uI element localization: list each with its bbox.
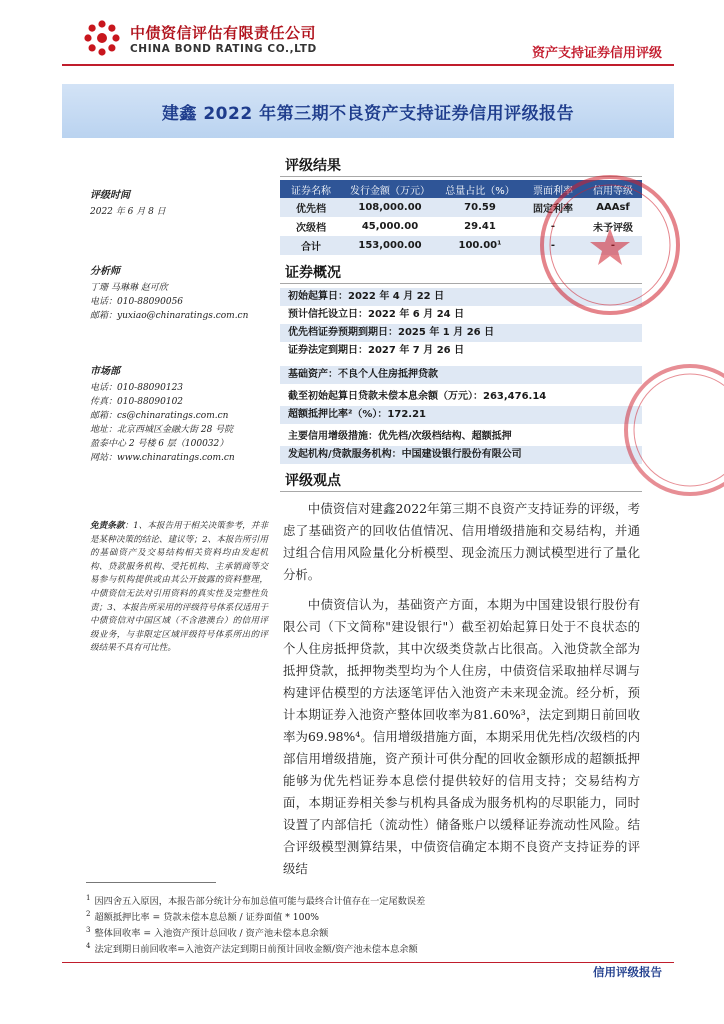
rating-time-value: 2022 年 6 月 8 日: [90, 207, 166, 217]
header-divider: [62, 64, 674, 66]
footnote: [86, 893, 425, 907]
footnote-number: 4: [86, 941, 91, 950]
analyst-email: 邮箱：yuxiao@chinaratings.com.cn: [90, 311, 249, 321]
brand-name-cn: 中债资信评估有限责任公司: [130, 24, 317, 42]
footer-label: 信用评级报告: [593, 965, 662, 979]
market-dept-label: 市场部: [90, 366, 120, 377]
brand-name-en: CHINA BOND RATING CO.,LTD: [130, 43, 317, 55]
footnote-divider: [86, 882, 216, 883]
overview-item: 基础资产：不良个人住房抵押贷款: [280, 366, 642, 384]
table-cell: 未予评级: [584, 217, 642, 236]
analysts-names: 丁珊 马琳琳 赵可欣: [90, 283, 168, 293]
col-header: 发行金额（万元）: [342, 180, 438, 198]
rating-time-block: [90, 186, 265, 219]
company-seal-icon: [535, 170, 685, 320]
footnote-number: 1: [86, 893, 91, 902]
analyst-block: [90, 262, 265, 323]
footnote-number: 3: [86, 925, 91, 934]
table-cell: 100.00¹: [438, 236, 522, 255]
market-address-2: 盈泰中心 2 号楼 6 层（100032）: [90, 439, 229, 449]
footer-divider: [62, 962, 674, 963]
table-cell: 固定利率: [522, 198, 584, 217]
rating-time-label: 评级时间: [90, 190, 130, 201]
opinion-paragraph: 中债资信对建鑫2022年第三期不良资产支持证券的评级，考虑了基础资产的回收估值情况、信用增级措施和交易结构，并通过组合信用风险量化分析模型、现金流压力测试模型进行了量化分析。: [283, 501, 640, 582]
col-header: 总量占比（%）: [438, 180, 522, 198]
table-cell: 合计: [280, 236, 342, 255]
table-cell: 次级档: [280, 217, 342, 236]
overview-item: 预计信托设立日：2022 年 6 月 24 日: [280, 306, 642, 324]
footnote-text: 整体回收率 = 入池资产预计总回收 / 资产池未偿本息余额: [94, 928, 329, 939]
overview-item: 证券法定到期日：2027 年 7 月 26 日: [280, 342, 642, 360]
footnote-number: 2: [86, 909, 91, 918]
title-banner: [62, 84, 674, 138]
table-cell: 优先档: [280, 198, 342, 217]
market-dept-block: [90, 362, 265, 465]
table-cell: 29.41: [438, 217, 522, 236]
disclaimer-text: 1、本报告用于相关决策参考，并非是某种决策的结论、建议等；2、本报告所引用的基础资产及交易结构相关资料均由发起机构、贷款服务机构、受托机构、主承销商等交易参与机构提供或由其公开披露的资料整理，中债资信无法对引用资料的真实性及完整性负责；3、本报告所采用的评级符号体系仅适用于中债资信对中国区域（不含港澳台）的信用评级业务，与非限定区域评级符号体系所出的评级结果不具有可比性。: [90, 521, 268, 654]
opinion-body: [283, 498, 640, 880]
table-cell: 108,000.00: [342, 198, 438, 217]
overview-title: 证券概况: [285, 265, 341, 281]
table-cell: 45,000.00: [342, 217, 438, 236]
market-phone: 电话：010-88090123: [90, 383, 184, 393]
market-email: 邮箱：cs@chinaratings.com.cn: [90, 411, 229, 421]
company-logo-icon: [82, 18, 122, 58]
overview-item: 发起机构/贷款服务机构：中国建设银行股份有限公司: [280, 446, 642, 464]
overview-item: 优先档证券预期到期日：2025 年 1 月 26 日: [280, 324, 642, 342]
col-header: 证券名称: [280, 180, 342, 198]
report-title: 建鑫 2022 年第三期不良资产支持证券信用评级报告: [161, 104, 575, 124]
overview-item: 截至初始起算日贷款未偿本息余额（万元）：263,476.14: [280, 388, 642, 406]
overview-item: 主要信用增级措施：优先档/次级档结构、超额抵押: [280, 428, 642, 446]
opinion-title: 评级观点: [285, 473, 341, 489]
footnote: [86, 941, 418, 955]
col-header: 信用等级: [584, 180, 642, 198]
footnote-text: 因四舍五入原因，本报告部分统计分布加总值可能与最终合计值存在一定尾数误差: [94, 896, 426, 907]
table-cell: 153,000.00: [342, 236, 438, 255]
table-cell: -: [522, 217, 584, 236]
table-cell: 70.59: [438, 198, 522, 217]
market-website: 网站：www.chinaratings.com.cn: [90, 453, 235, 463]
table-cell: -: [522, 236, 584, 255]
table-cell: AAAsf: [584, 198, 642, 217]
analyst-phone: 电话：010-88090056: [90, 297, 184, 307]
col-header: 票面利率: [522, 180, 584, 198]
disclaimer: 免责条款：1、本报告用于相关决策参考，并非是某种决策的结论、建议等；2、本报告所引用的基础资产及交易结构相关资料均由发起机构、贷款服务机构、受托机构、主承销商等交易参与机构提供或由其公开披露的资料整理，中债资信无法对引用资料的真实性及完整性负责；3、本报告所采用的评级符号体系仅适用于中债资信对中国区域（不含港澳台）的信用评级业务，与非限定区域评级符号体系所出的评级结果不具有可比性。: [90, 521, 268, 654]
analysts-label: 分析师: [90, 266, 120, 277]
rating-results-title: 评级结果: [285, 158, 341, 174]
footnote-text: 超额抵押比率 = 贷款未偿本息总额 / 证券面值 * 100%: [94, 912, 320, 923]
footnote: [86, 909, 319, 923]
disclaimer-label: 免责条款: [90, 521, 125, 531]
section-divider: [280, 491, 642, 492]
footnote-text: 法定到期日前回收率=入池资产法定到期日前预计回收金额/资产池未偿本息余额: [94, 944, 418, 955]
company-seal-icon: [620, 360, 724, 500]
market-fax: 传真：010-88090102: [90, 397, 184, 407]
opinion-paragraph: 中债资信认为，基础资产方面，本期为中国建设银行股份有限公司（下文简称"建设银行"）截至初始起算日处于不良状态的个人住房抵押贷款，其中次级类贷款占比很高。入池贷款全部为抵押贷款，抵押物类型均为个人住房，中债资信采取抽样尽调与构建评估模型的方法逐笔评估入池资产未来现金流。经分析，预计本期证券入池资产整体回收率为81.60%³，法定到期日前回收率为69.98%⁴。信用增级措施方面，本期采用优先档/次级档的内部信用增级措施，资产预计可供分配的回收金额形成的超额抵押能够为优先档证券本息偿付提供较好的信用支持；交易结构方面，本期证券相关参与机构具备成为服务机构的尽职能力，同时设置了内部信托（流动性）储备账户以缓释证券流动性风险。结合评级模型测算结果，中债资信确定本期不良资产支持证券的评级结: [283, 597, 640, 876]
overview-item: 超额抵押比率²（%）：172.21: [280, 406, 642, 424]
overview-item: 初始起算日：2022 年 4 月 22 日: [280, 288, 642, 306]
market-address: 地址：北京西城区金融大街 28 号院: [90, 425, 234, 435]
report-category: 资产支持证券信用评级: [531, 46, 662, 61]
footnote: [86, 925, 328, 939]
